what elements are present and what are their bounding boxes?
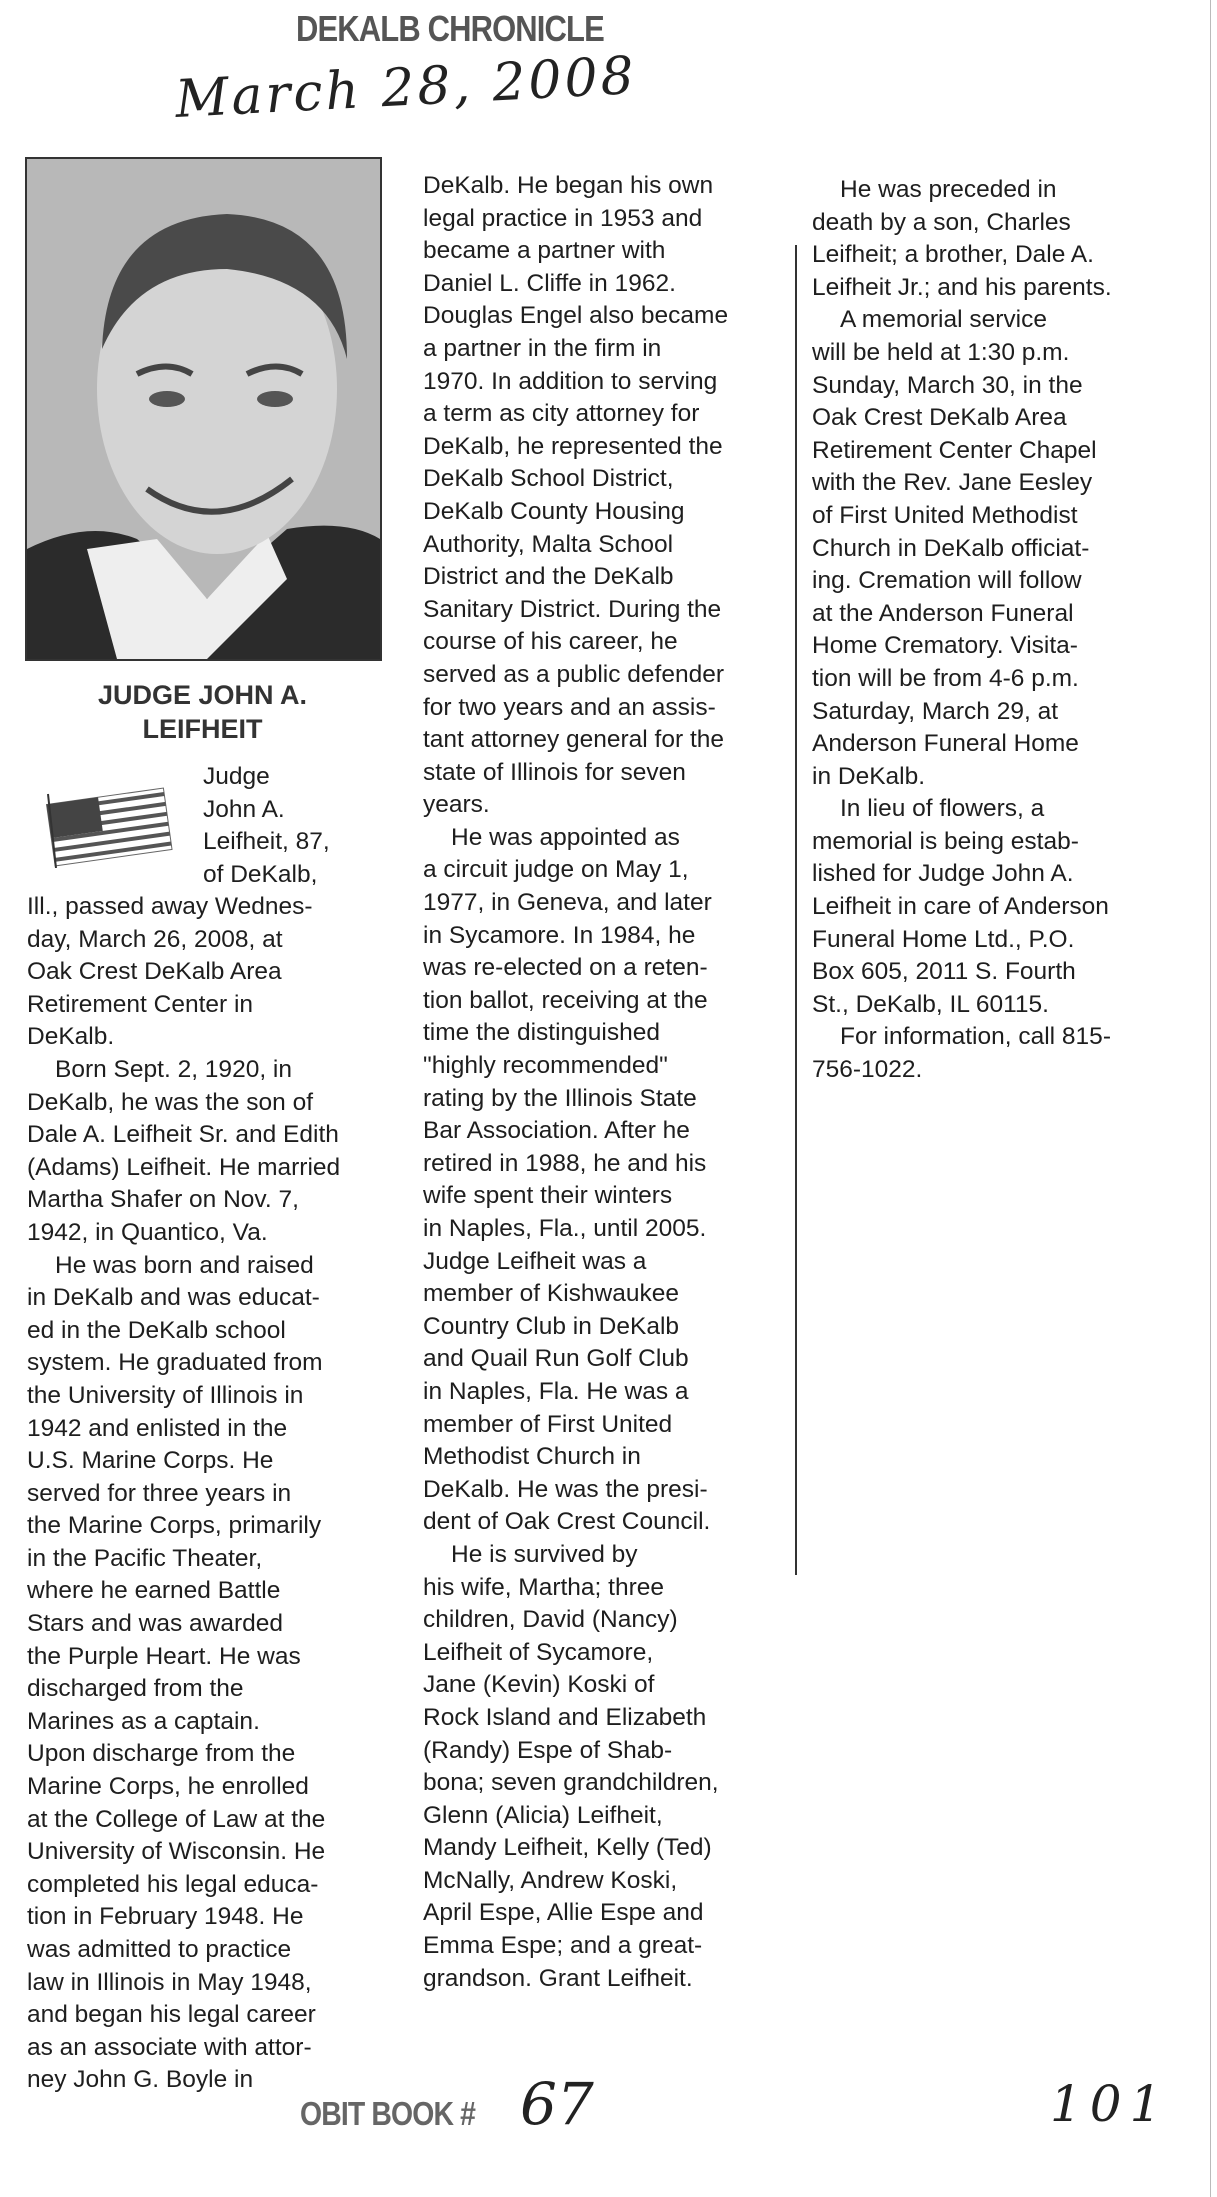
text-line: of First United Methodist	[812, 501, 1078, 529]
text-line: legal practice in 1953 and	[423, 204, 703, 232]
text-line: Anderson Funeral Home	[812, 730, 1079, 758]
column-1	[27, 891, 340, 2097]
newspaper-masthead: DEKALB CHRONICLE	[296, 8, 604, 49]
text-line: course of his career, he	[423, 628, 678, 656]
page-edge	[1210, 0, 1211, 2197]
page-number: 101	[1050, 2075, 1170, 2133]
text-line: completed his legal educa-	[27, 1870, 319, 1898]
text-line: In lieu of flowers, a	[840, 795, 1045, 823]
text-line: DeKalb. He was the presi-	[423, 1475, 708, 1503]
text-line: DeKalb, he was the son of	[27, 1088, 314, 1116]
american-flag-icon	[42, 782, 176, 868]
text-line: Leifheit of Sycamore,	[423, 1638, 654, 1666]
text-line: Home Crematory. Visita-	[812, 632, 1078, 660]
text-line: Marines as a captain.	[27, 1707, 260, 1735]
text-line: in DeKalb and was educat-	[27, 1284, 320, 1312]
text-line: 1977, in Geneva, and later	[423, 889, 712, 917]
text-line: Rock Island and Elizabeth	[423, 1703, 707, 1731]
text-line: as an associate with attor-	[27, 2033, 312, 2061]
text-line: Oak Crest DeKalb Area	[812, 404, 1067, 432]
column-2	[423, 170, 728, 1995]
text-line: and began his legal career	[27, 2001, 316, 2029]
text-line: member of Kishwaukee	[423, 1280, 680, 1308]
text-line: with the Rev. Jane Eesley	[812, 469, 1093, 497]
text-line: a term as city attorney for	[423, 400, 700, 428]
text-line: Emma Espe; and a great-	[423, 1932, 703, 1960]
text-line: at the College of Law at the	[27, 1805, 326, 1833]
text-line: a circuit judge on May 1,	[423, 856, 689, 884]
text-line: He was born and raised	[55, 1251, 314, 1279]
text-line: DeKalb. He began his own	[423, 172, 714, 199]
text-line: Glenn (Alicia) Leifheit,	[423, 1801, 663, 1829]
text-line: Saturday, March 29, at	[812, 697, 1059, 725]
text-line: Mandy Leifheit, Kelly (Ted)	[423, 1834, 712, 1862]
text-line: Oak Crest DeKalb Area	[27, 958, 282, 986]
text-line: became a partner with	[423, 237, 666, 265]
text-line: served for three years in	[27, 1479, 292, 1507]
text-line: member of First United	[423, 1410, 673, 1438]
text-line: Judge Leifheit was a	[423, 1247, 647, 1275]
text-line: discharged from the	[27, 1675, 244, 1703]
headline-line: LEIFHEIT	[142, 714, 263, 744]
text-line: where he earned Battle	[27, 1577, 281, 1605]
portrait-photo	[25, 157, 382, 661]
text-line: Retirement Center Chapel	[812, 436, 1097, 464]
text-line: law in Illinois in May 1948,	[27, 1968, 312, 1996]
text-line: retired in 1988, he and his	[423, 1149, 707, 1177]
text-line: Sunday, March 30, in the	[812, 371, 1083, 399]
obituary-headline	[25, 678, 380, 746]
text-line: his wife, Martha; three	[423, 1573, 665, 1601]
text-line: U.S. Marine Corps. He	[27, 1447, 274, 1475]
column-divider	[795, 245, 797, 1575]
text-line: 1942 and enlisted in the	[27, 1414, 288, 1442]
text-line: Jane (Kevin) Koski of	[423, 1671, 655, 1699]
text-line: and Quail Run Golf Club	[423, 1345, 689, 1373]
obit-book-number: 67	[520, 2070, 594, 2138]
text-line: the Marine Corps, primarily	[27, 1512, 322, 1540]
text-line: 1942, in Quantico, Va.	[27, 1218, 268, 1246]
text-line: ing. Cremation will follow	[812, 567, 1082, 595]
text-line: in Sycamore. In 1984, he	[423, 921, 696, 949]
text-line: Martha Shafer on Nov. 7,	[27, 1186, 299, 1214]
text-line: Douglas Engel also became	[423, 302, 729, 330]
text-line: was admitted to practice	[27, 1936, 292, 1963]
text-line: Ill., passed away Wednes-	[27, 893, 313, 920]
handwritten-date: March 28, 2008	[173, 45, 639, 131]
text-line: tant attorney general for the	[423, 726, 724, 754]
text-line: Box 605, 2011 S. Fourth	[812, 958, 1076, 986]
text-line: St., DeKalb, IL 60115.	[812, 990, 1049, 1018]
text-line: Judge	[203, 763, 270, 790]
text-line: tion in February 1948. He	[27, 1903, 304, 1931]
text-line: DeKalb County Housing	[423, 497, 685, 525]
text-line: Authority, Malta School	[423, 530, 674, 558]
text-line: A memorial service	[840, 306, 1047, 334]
text-line: state of Illinois for seven	[423, 758, 686, 786]
text-line: "highly recommended"	[423, 1052, 668, 1080]
text-line: tion ballot, receiving at the	[423, 986, 708, 1014]
text-line: District and the DeKalb	[423, 563, 674, 591]
text-line: ney John G. Boyle in	[27, 2066, 254, 2094]
text-line: of DeKalb,	[203, 860, 318, 888]
text-line: Retirement Center in	[27, 990, 254, 1018]
text-line: Stars and was awarded	[27, 1610, 284, 1638]
text-line: at the Anderson Funeral	[812, 599, 1074, 627]
text-line: a partner in the firm in	[423, 334, 662, 362]
text-line: Born Sept. 2, 1920, in	[55, 1055, 292, 1083]
text-line: He was appointed as	[451, 823, 680, 851]
text-line: Dale A. Leifheit Sr. and Edith	[27, 1121, 339, 1149]
text-line: DeKalb School District,	[423, 465, 674, 493]
text-line: He is survived by	[451, 1540, 638, 1568]
text-line: served as a public defender	[423, 660, 724, 688]
text-line: Leifheit Jr.; and his parents.	[812, 273, 1112, 301]
text-line: Church in DeKalb officiat-	[812, 534, 1090, 562]
text-line: April Espe, Allie Espe and	[423, 1899, 704, 1927]
text-line: Daniel L. Cliffe in 1962.	[423, 269, 676, 297]
text-line: For information, call 815-	[840, 1023, 1111, 1051]
text-line: Funeral Home Ltd., P.O.	[812, 925, 1075, 953]
text-line: tion will be from 4-6 p.m.	[812, 664, 1079, 692]
text-line: time the distinguished	[423, 1019, 660, 1047]
text-line: bona; seven grandchildren,	[423, 1769, 719, 1797]
text-line: 756-1022.	[812, 1056, 923, 1084]
text-line: lished for Judge John A.	[812, 860, 1074, 888]
text-line: the Purple Heart. He was	[27, 1642, 301, 1670]
text-line: (Adams) Leifheit. He married	[27, 1153, 341, 1181]
text-line: Leifheit in care of Anderson	[812, 893, 1109, 921]
text-line: DeKalb, he represented the	[423, 432, 723, 460]
headline-line: JUDGE JOHN A.	[97, 680, 308, 710]
text-line: ed in the DeKalb school	[27, 1316, 286, 1344]
text-line: years.	[423, 791, 490, 819]
text-line: in Naples, Fla., until 2005.	[423, 1215, 707, 1242]
text-line: in Naples, Fla. He was a	[423, 1377, 689, 1405]
text-line: Sanitary District. During the	[423, 595, 722, 623]
text-line: will be held at 1:30 p.m.	[812, 338, 1070, 366]
text-line: grandson. Grant Leifheit.	[423, 1964, 693, 1992]
text-line: DeKalb.	[27, 1023, 115, 1051]
text-line: dent of Oak Crest Council.	[423, 1508, 711, 1536]
text-line: Country Club in DeKalb	[423, 1312, 680, 1340]
text-line: in the Pacific Theater,	[27, 1544, 263, 1572]
text-line: John A.	[203, 795, 285, 823]
text-line: Bar Association. After he	[423, 1117, 690, 1145]
text-line: day, March 26, 2008, at	[27, 925, 283, 953]
obit-book-label: OBIT BOOK #	[300, 2095, 476, 2132]
text-line: memorial is being estab-	[812, 827, 1079, 855]
column-3	[812, 174, 1112, 1087]
text-line: Marine Corps, he enrolled	[27, 1773, 309, 1801]
text-line: rating by the Illinois State	[423, 1084, 697, 1112]
text-line: Leifheit, 87,	[203, 828, 330, 856]
text-line: system. He graduated from	[27, 1349, 323, 1377]
text-line: Leifheit; a brother, Dale A.	[812, 241, 1094, 269]
text-line: children, David (Nancy)	[423, 1606, 678, 1634]
text-line: Upon discharge from the	[27, 1740, 296, 1768]
text-line: the University of Illinois in	[27, 1381, 304, 1409]
text-line: (Randy) Espe of Shab-	[423, 1736, 673, 1764]
text-line: for two years and an assis-	[423, 693, 716, 721]
text-line: Methodist Church in	[423, 1443, 641, 1471]
column-1-beside-flag	[203, 761, 330, 891]
text-line: death by a son, Charles	[812, 208, 1071, 236]
text-line: in DeKalb.	[812, 762, 926, 790]
text-line: was re-elected on a reten-	[423, 954, 708, 982]
text-line: He was preceded in	[840, 176, 1057, 203]
text-line: McNally, Andrew Koski,	[423, 1866, 678, 1894]
text-line: 1970. In addition to serving	[423, 367, 718, 395]
text-line: wife spent their winters	[423, 1182, 673, 1210]
text-line: University of Wisconsin. He	[27, 1838, 326, 1866]
